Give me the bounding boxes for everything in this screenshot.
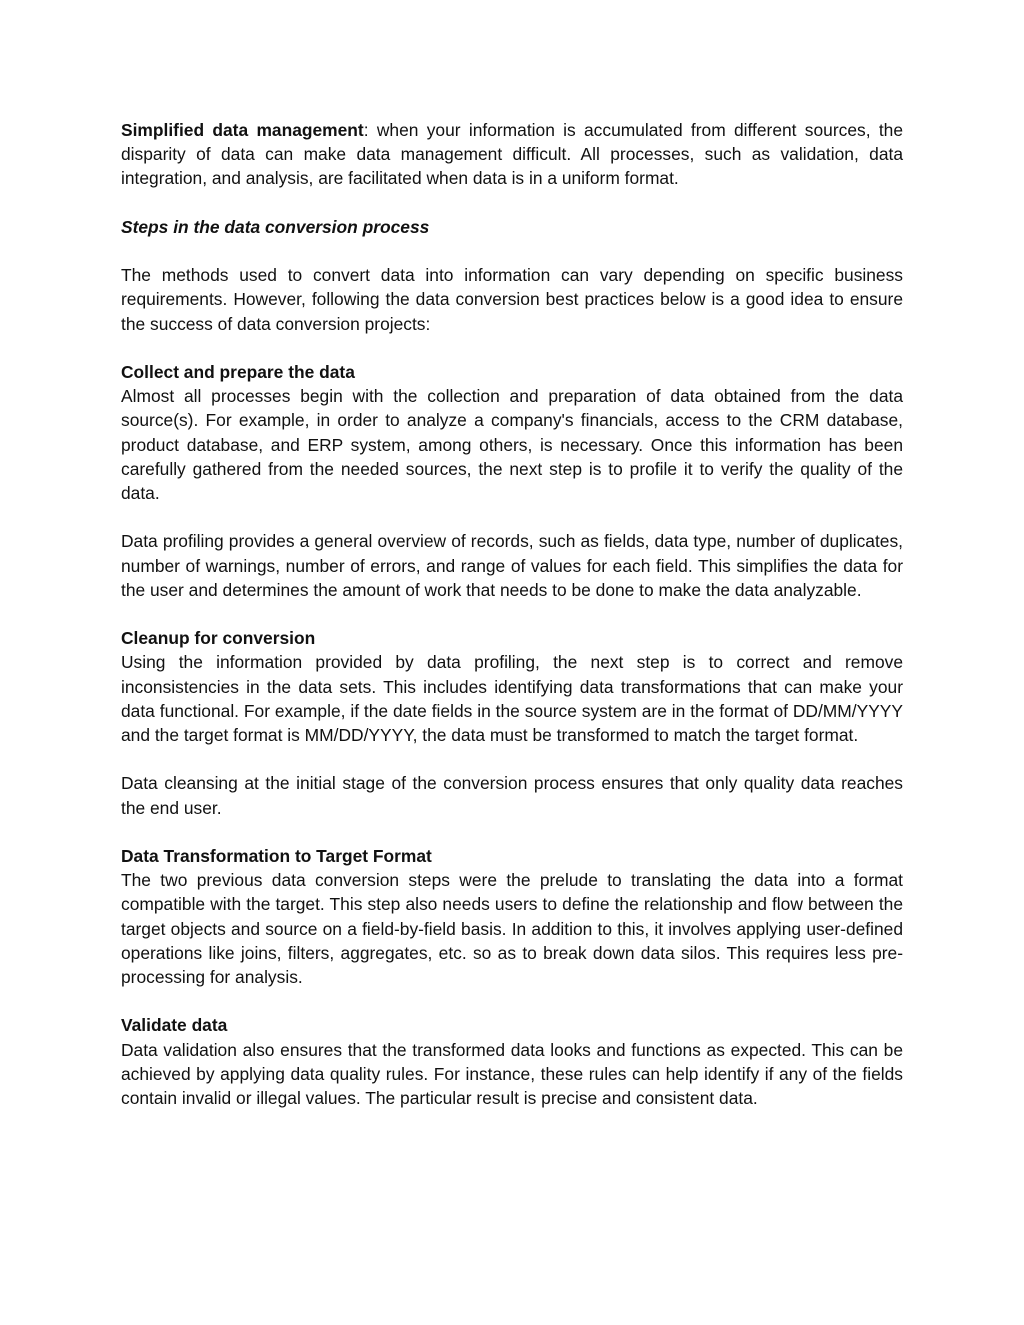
- section-paragraph: Data profiling provides a general overview of records, such as fields, data type, number of duplicates, number of warnings, number of errors, and range of values for each field. This simplifies the data for the user and determines the amount of work that needs to be done to make the data analyzable.: [121, 531, 903, 600]
- document-page: [121, 118, 903, 1134]
- intro-text: : when your information is accumulated from different sources, the disparity of data can make data management difficult. All processes, such as validation, data integration, and analysis, are facilitated when data is in a uniform format.: [121, 120, 903, 189]
- section-transformation: [121, 844, 903, 989]
- section-validate: [121, 1013, 903, 1110]
- intro-lead: Simplified data management: [121, 120, 364, 140]
- section-cleanup: [121, 626, 903, 820]
- section-heading: Validate data: [121, 1015, 228, 1036]
- section-heading: Collect and prepare the data: [121, 361, 355, 382]
- overview-paragraph: The methods used to convert data into information can vary depending on specific business requirements. However, following the data conversion best practices below is a good idea to ensure the success of data conversion projects:: [121, 265, 903, 334]
- section-collect: [121, 360, 903, 602]
- section-paragraph: Using the information provided by data profiling, the next step is to correct and remove inconsistencies in the data sets. This includes identifying data transformations that can make your data functional. For example, if the date fields in the source system are in the format of DD/MM/YYYY and the target format is MM/DD/YYYY, the data must be transformed to match the target format.: [121, 652, 903, 745]
- section-paragraph: Data validation also ensures that the transformed data looks and functions as expected. This can be achieved by applying data quality rules. For instance, these rules can help identify if any of the fields contain invalid or illegal values. The particular result is precise and consistent data.: [121, 1039, 903, 1108]
- intro-paragraph: [121, 118, 903, 191]
- section-paragraph: Almost all processes begin with the collection and preparation of data obtained from the data source(s). For example, in order to analyze a company's financials, access to the CRM database, product database, and ERP system, among others, is necessary. Once this information has been carefully gathered from the needed sources, the next step is to profile it to verify the quality of the data.: [121, 386, 903, 503]
- section-title: Steps in the data conversion process: [121, 216, 430, 237]
- section-paragraph: Data cleansing at the initial stage of the conversion process ensures that only quality data reaches the end user.: [121, 773, 903, 818]
- section-paragraph: The two previous data conversion steps were the prelude to translating the data into a format compatible with the target. This step also needs users to define the relationship and flow between the target objects and source on a field-by-field basis. In addition to this, it involves applying user-defined operations like joins, filters, aggregates, etc. so as to break down data silos. This requires less pre-processing for analysis.: [121, 870, 903, 987]
- section-heading: Data Transformation to Target Format: [121, 845, 432, 866]
- section-heading: Cleanup for conversion: [121, 628, 316, 649]
